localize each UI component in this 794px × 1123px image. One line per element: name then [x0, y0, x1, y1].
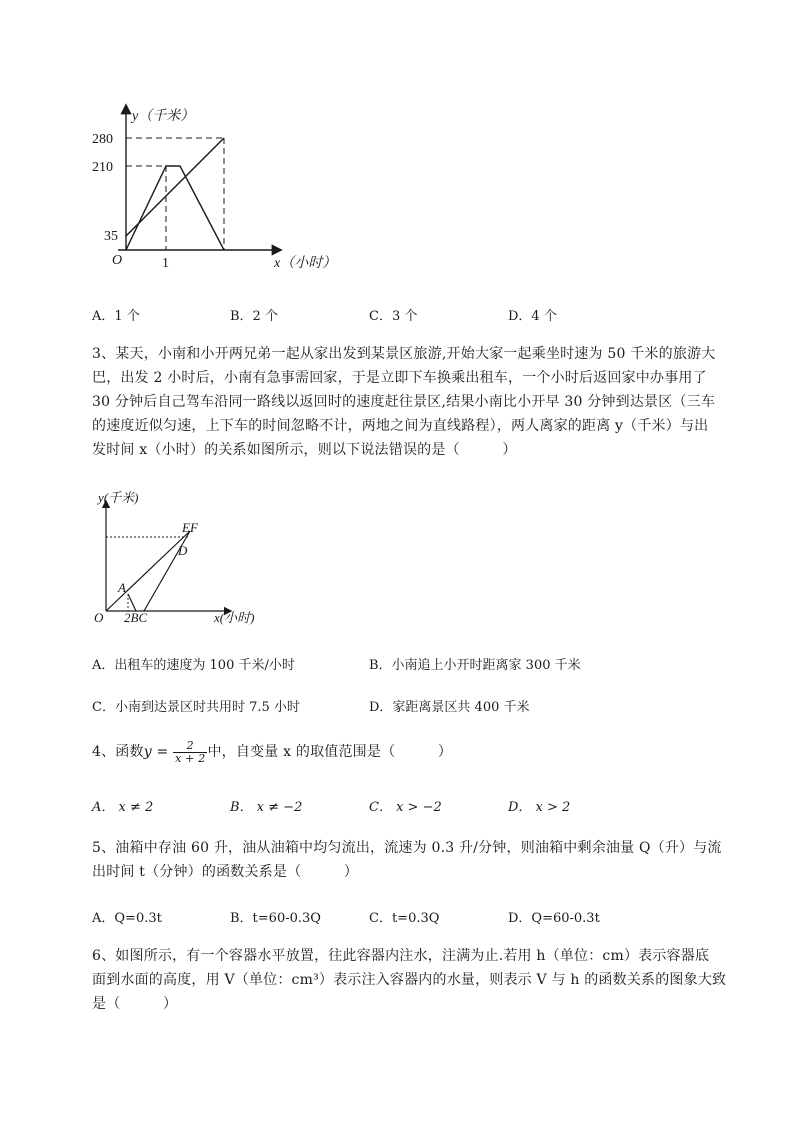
origin-label: O	[112, 253, 123, 268]
x-axis-label: x(小时)	[214, 610, 255, 625]
point-d-label: D	[178, 543, 188, 558]
q4-option-c[interactable]: C． x > −2	[369, 800, 442, 815]
q6-line-1: 6、如图所示，有一个容器水平放置，往此容器内注水，注满为止.若用 h（单位：cm）表示容器底	[92, 948, 710, 964]
q3-option-d[interactable]: D．家距离景区共 400 千米	[369, 700, 530, 715]
y-tick-280: 280	[92, 132, 113, 147]
q4-suffix: 中，自变量 x 的取值范围是（ ）	[207, 744, 453, 760]
question-5-text	[92, 836, 742, 884]
q4-prefix: 4、函数	[92, 744, 144, 760]
q4-option-b[interactable]: B． x ≠ −2	[230, 800, 303, 815]
q4-fraction	[173, 740, 207, 765]
q2-option-d[interactable]: D．4 个	[508, 309, 557, 324]
q3-option-c[interactable]: C．小南到达景区时共用时 7.5 小时	[92, 700, 300, 715]
q6-line-2: 面到水面的高度，用 V（单位：cm³）表示注入容器内的水量，则表示 V 与 h 的函数关系的图象大致	[92, 972, 727, 988]
question-3-text	[92, 342, 742, 462]
q3-option-b[interactable]: B．小南追上小开时距离家 300 千米	[369, 658, 581, 673]
q3-line-3: 30 分钟后自己驾车沿同一路线以返回时的速度赶往景区,结果小南比小开早 30 分钟到达景区（三车	[92, 394, 716, 410]
x-ticks-label: 2BC	[124, 610, 148, 625]
origin-label: O	[94, 610, 104, 625]
q4-line	[92, 738, 742, 766]
question-4-text	[92, 738, 742, 766]
round-trip-line	[126, 166, 224, 250]
q2-option-c[interactable]: C．3 个	[369, 309, 418, 324]
y-tick-210: 210	[92, 160, 113, 175]
q2-option-b[interactable]: B．2 个	[230, 309, 278, 324]
question-6-text	[92, 944, 742, 1016]
q6-line-3: 是（ ）	[92, 996, 178, 1012]
q2-option-a[interactable]: A．1 个	[92, 309, 140, 324]
q5-option-b[interactable]: B．t=60-0.3Q	[230, 911, 321, 926]
point-ef-label: EF	[182, 520, 198, 535]
point-a-label: A	[118, 580, 126, 595]
taxi-line	[128, 594, 136, 611]
y-axis-label: y（千米）	[132, 109, 195, 124]
distance-time-graph-1	[92, 100, 360, 300]
q4-denominator: x + 2	[175, 751, 206, 765]
q4-option-d[interactable]: D． x > 2	[508, 800, 571, 815]
q3-option-a[interactable]: A．出租车的速度为 100 千米/小时	[92, 658, 295, 673]
q3-line-4: 的速度近似匀速，上下车的时间忽略不计，两地之间为直线路程），两人离家的距离 y（千米）与出	[92, 418, 709, 434]
y-axis-label: y(千米)	[98, 490, 139, 505]
q5-line-2: 出时间 t（分钟）的函数关系是（ ）	[92, 864, 359, 880]
q5-line-1: 5、油箱中存油 60 升，油从油箱中均匀流出，流速为 0.3 升/分钟，则油箱中剩余油量 Q（升）与流	[92, 840, 722, 856]
q5-option-a[interactable]: A．Q=0.3t	[92, 911, 162, 926]
q5-option-c[interactable]: C．t=0.3Q	[369, 911, 440, 926]
distance-time-graph-2	[90, 488, 290, 638]
x-axis-label: x（小时）	[274, 256, 337, 271]
q4-equals: =	[151, 744, 174, 760]
q4-func-var: y	[143, 744, 152, 760]
q4-numerator: 2	[173, 740, 207, 753]
q4-option-a[interactable]: A． x ≠ 2	[92, 800, 154, 815]
q3-line-1: 3、某天，小南和小开两兄弟一起从家出发到某景区旅游,开始大家一起乘坐时速为 50 千米的旅游大	[92, 346, 716, 362]
x-tick-1: 1	[162, 256, 169, 271]
q3-line-2: 巴，出发 2 小时后，小南有急事需回家，于是立即下车换乘出租车，一个小时后返回家中办事用了	[92, 370, 707, 386]
q3-line-5: 发时间 x（小时）的关系如图所示，则以下说法错误的是（ ）	[92, 442, 517, 458]
q5-option-d[interactable]: D．Q=60-0.3t	[508, 911, 600, 926]
y-tick-35: 35	[104, 229, 118, 244]
